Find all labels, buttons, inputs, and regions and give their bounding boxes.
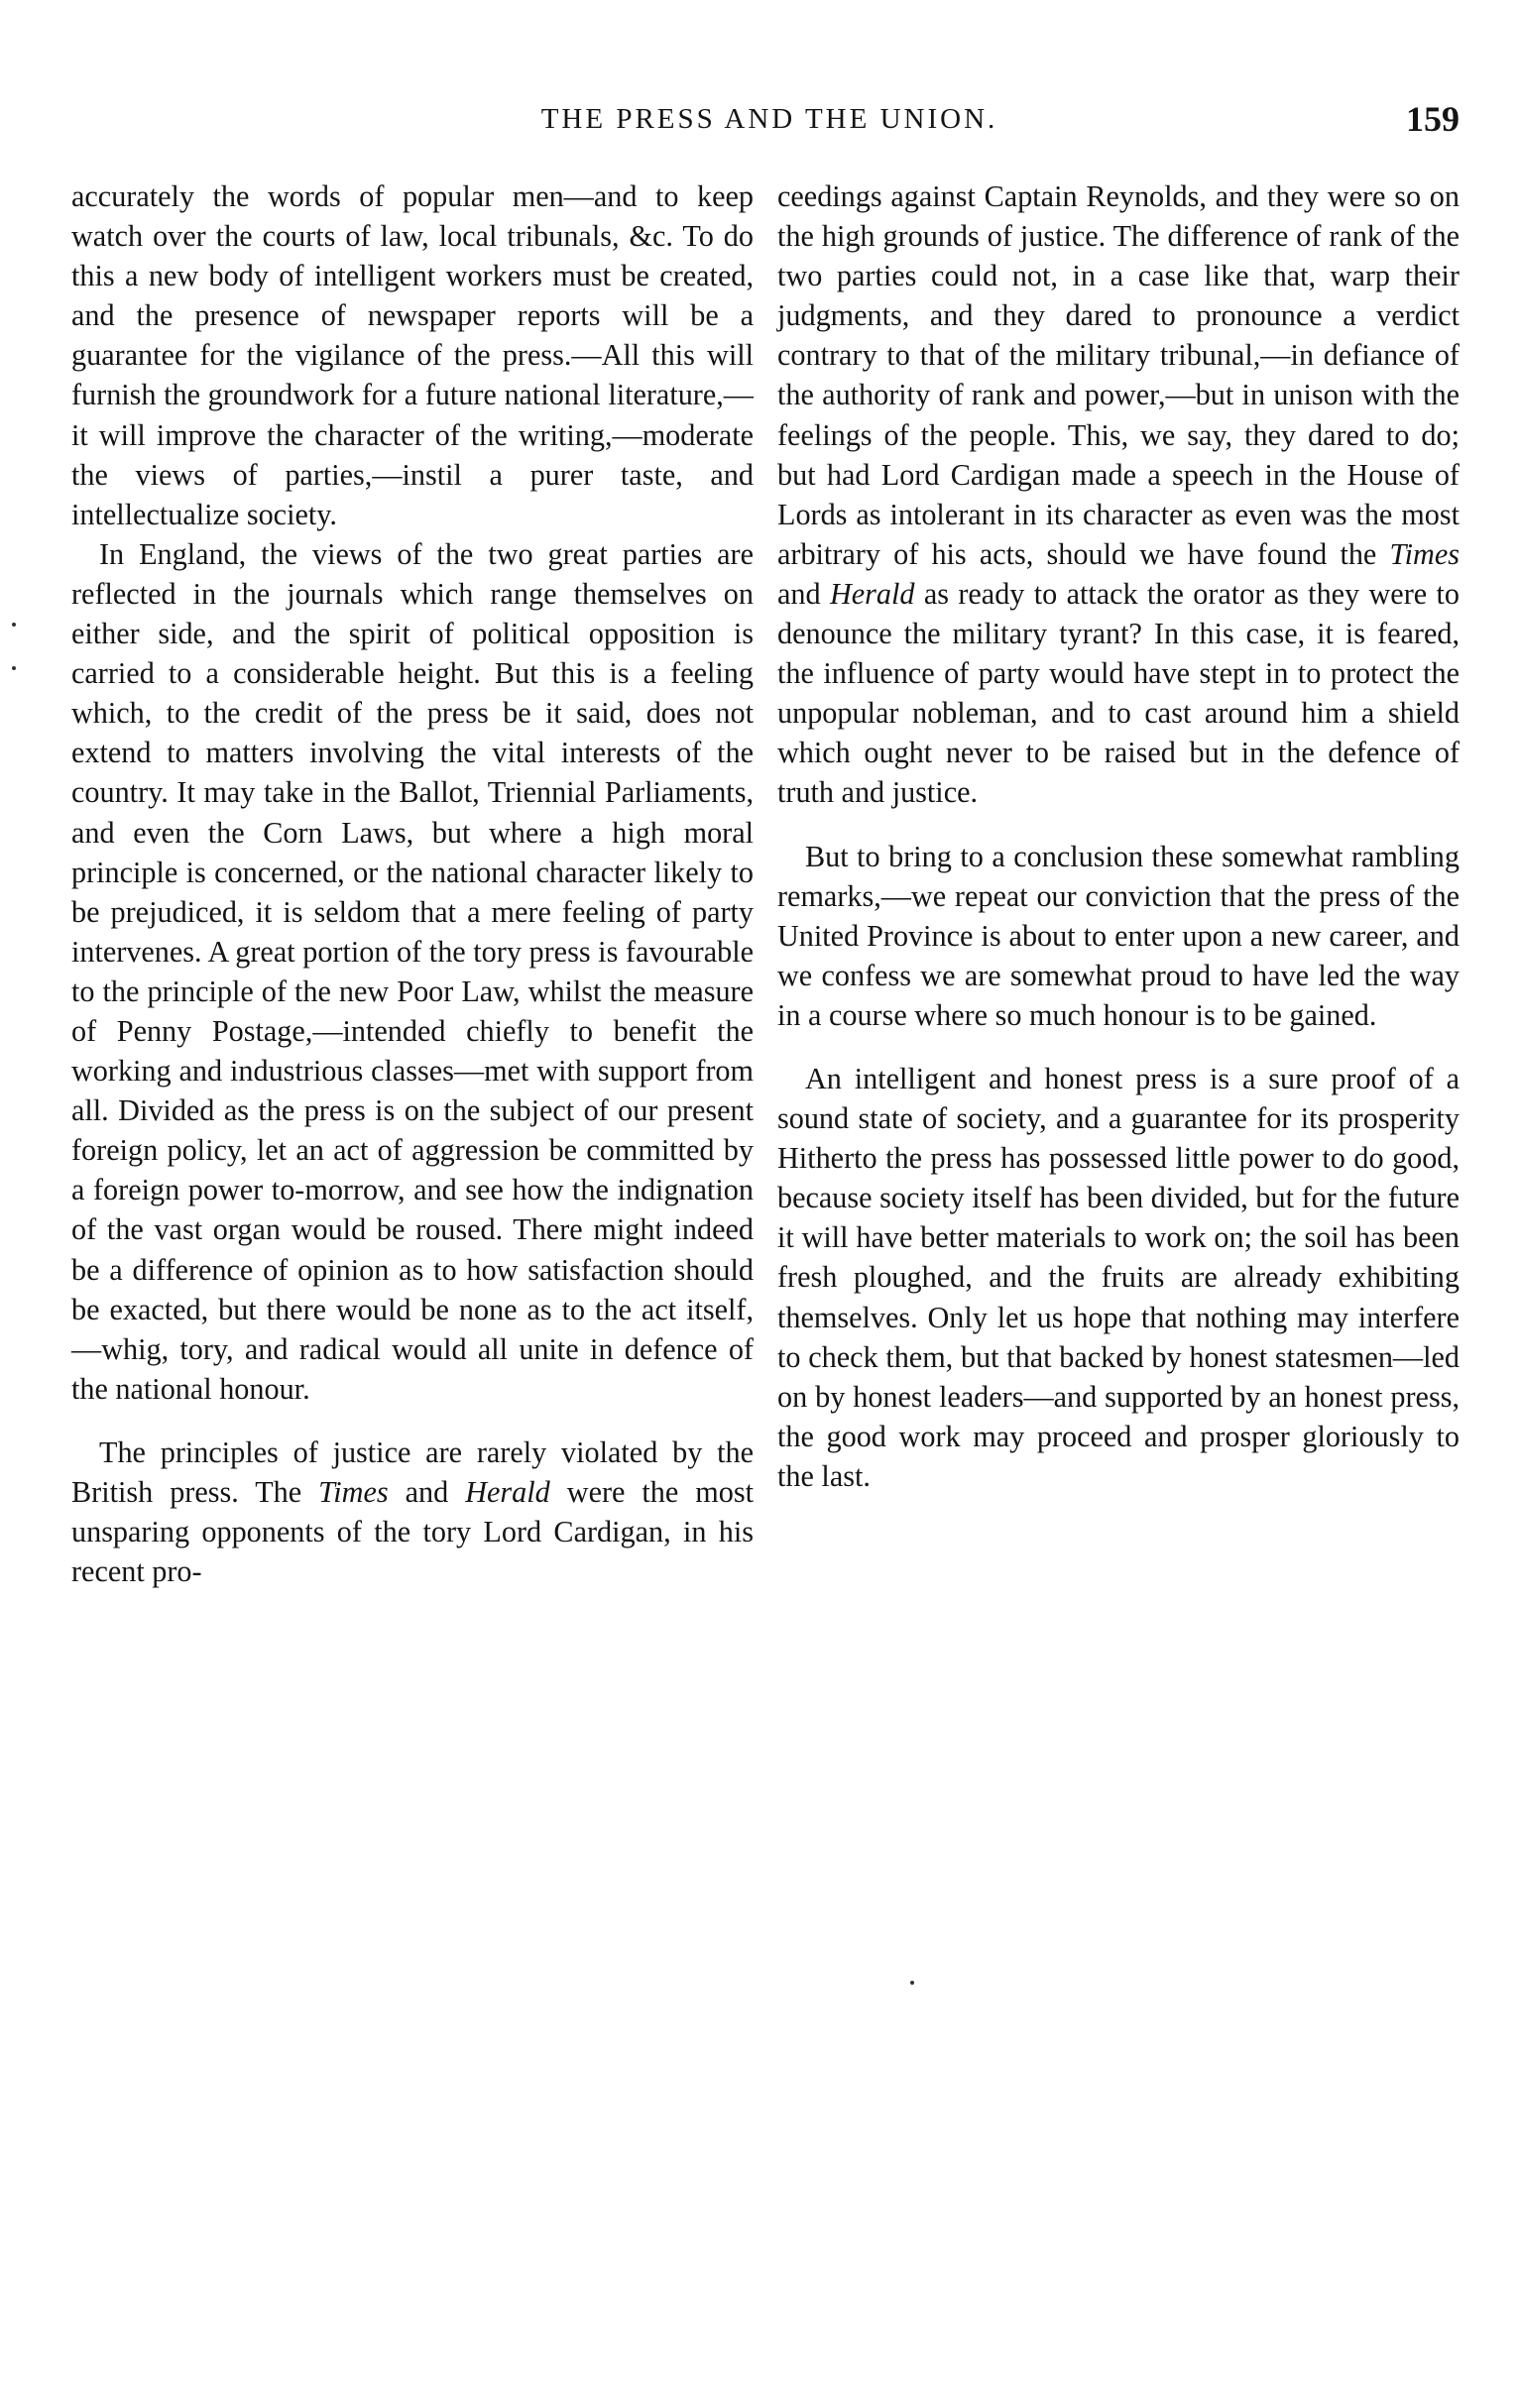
print-speck	[12, 666, 16, 670]
left-paragraph-3	[71, 1433, 754, 1591]
left-paragraph-2: In England, the views of the two great parties are reflected in the journals which range themselves on either side, and the spirit of political opposition is carried to a considerable height. But this is a feeling which, to the credit of the press be it said, does not extend to matters involving the vital interests of the country. It may take in the Ballot, Triennial Parliaments, and even the Corn Laws, but where a high moral principle is concerned, or the national character likely to be prejudiced, it is seldom that a mere feeling of party intervenes. A great portion of the tory press is favourable to the principle of the new Poor Law, whilst the measure of Penny Postage,—intended chiefly to benefit the working and industrious classes—met with support from all. Divided as the press is on the subject of our present foreign policy, let an act of aggression be committed by a foreign power to-morrow, and see how the indignation of the vast organ would be roused. There might indeed be a difference of opinion as to how satisfaction should be exacted, but there would be none as to the act itself,—whig, tory, and radical would all unite in defence of the national honour.	[71, 536, 754, 1406]
right-paragraph-1	[777, 176, 1460, 813]
running-title: THE PRESS AND THE UNION.	[540, 103, 998, 135]
page-number: 159	[1406, 99, 1460, 139]
print-speck	[910, 1981, 914, 1985]
newspaper-title-herald: Herald	[465, 1475, 550, 1509]
newspaper-title-times: Times	[1389, 536, 1460, 571]
text-run: and	[388, 1475, 466, 1509]
text-run: The principles of justice are rarely violated by the British press. The	[71, 1434, 754, 1509]
text-run: and	[777, 576, 830, 611]
left-paragraph-1: accurately the words of popular men—and to keep watch over the courts of law, local tribunals, &c. To do this a new body of intelligent workers must be created, and the presence of newspaper reports will be a guarantee for the vigilance of the press.—All this will furnish the groundwork for a future national literature,—it will improve the character of the writing,—moderate the views of parties,—instil a purer taste, and intellectualize society.	[71, 179, 754, 531]
text-run: ceedings against Captain Reynolds, and they were so on the high grounds of justice. The difference of rank of the two parties could not, in a case like that, warp their judgments, and they dared to pronounce a verdict contrary to that of the military tribunal,—in defiance of the authority of rank and power,—but in unison with the feelings of the people. This, we say, they dared to do; but had Lord Cardigan made a speech in the House of Lords as intolerant in its character as even was the most arbitrary of his acts, should we have found the	[777, 179, 1460, 571]
text-run: as ready to attack the orator as they were to denounce the military tyrant? In this case, it is feared, the influence of party would have stept in to protect the unpopular nobleman, and to cast around him a shield which ought never to be raised but in the defence of truth and justice.	[777, 576, 1461, 810]
print-speck	[12, 623, 16, 627]
newspaper-title-times: Times	[318, 1475, 389, 1509]
right-paragraph-3: An intelligent and honest press is a sure proof of a sound state of society, and a guarantee for its prosperity Hitherto the press has possessed little power to do good, because society itself has been divided, but for the future it will have better materials to work on; the soil has been fresh ploughed, and the fruits are already exhibiting themselves. Only let us hope that nothing may interfere to check them, but that backed by honest statesmen—led on by honest leaders—and supported by an honest press, the good work may proceed and prosper gloriously to the last.	[777, 1061, 1460, 1493]
newspaper-title-herald: Herald	[829, 576, 915, 611]
right-column	[777, 176, 1460, 1496]
right-paragraph-2: But to bring to a conclusion these somewhat rambling remarks,—we repeat our conviction that the press of the United Province is about to enter upon a new career, and we confess we are somewhat proud to have led the way in a course where so much honour is to be gained.	[777, 839, 1460, 1032]
text-run: were the most unsparing opponents of the tory Lord Cardigan, in his recent pro-	[71, 1475, 754, 1589]
left-column	[71, 176, 754, 1591]
running-header	[79, 95, 1460, 143]
